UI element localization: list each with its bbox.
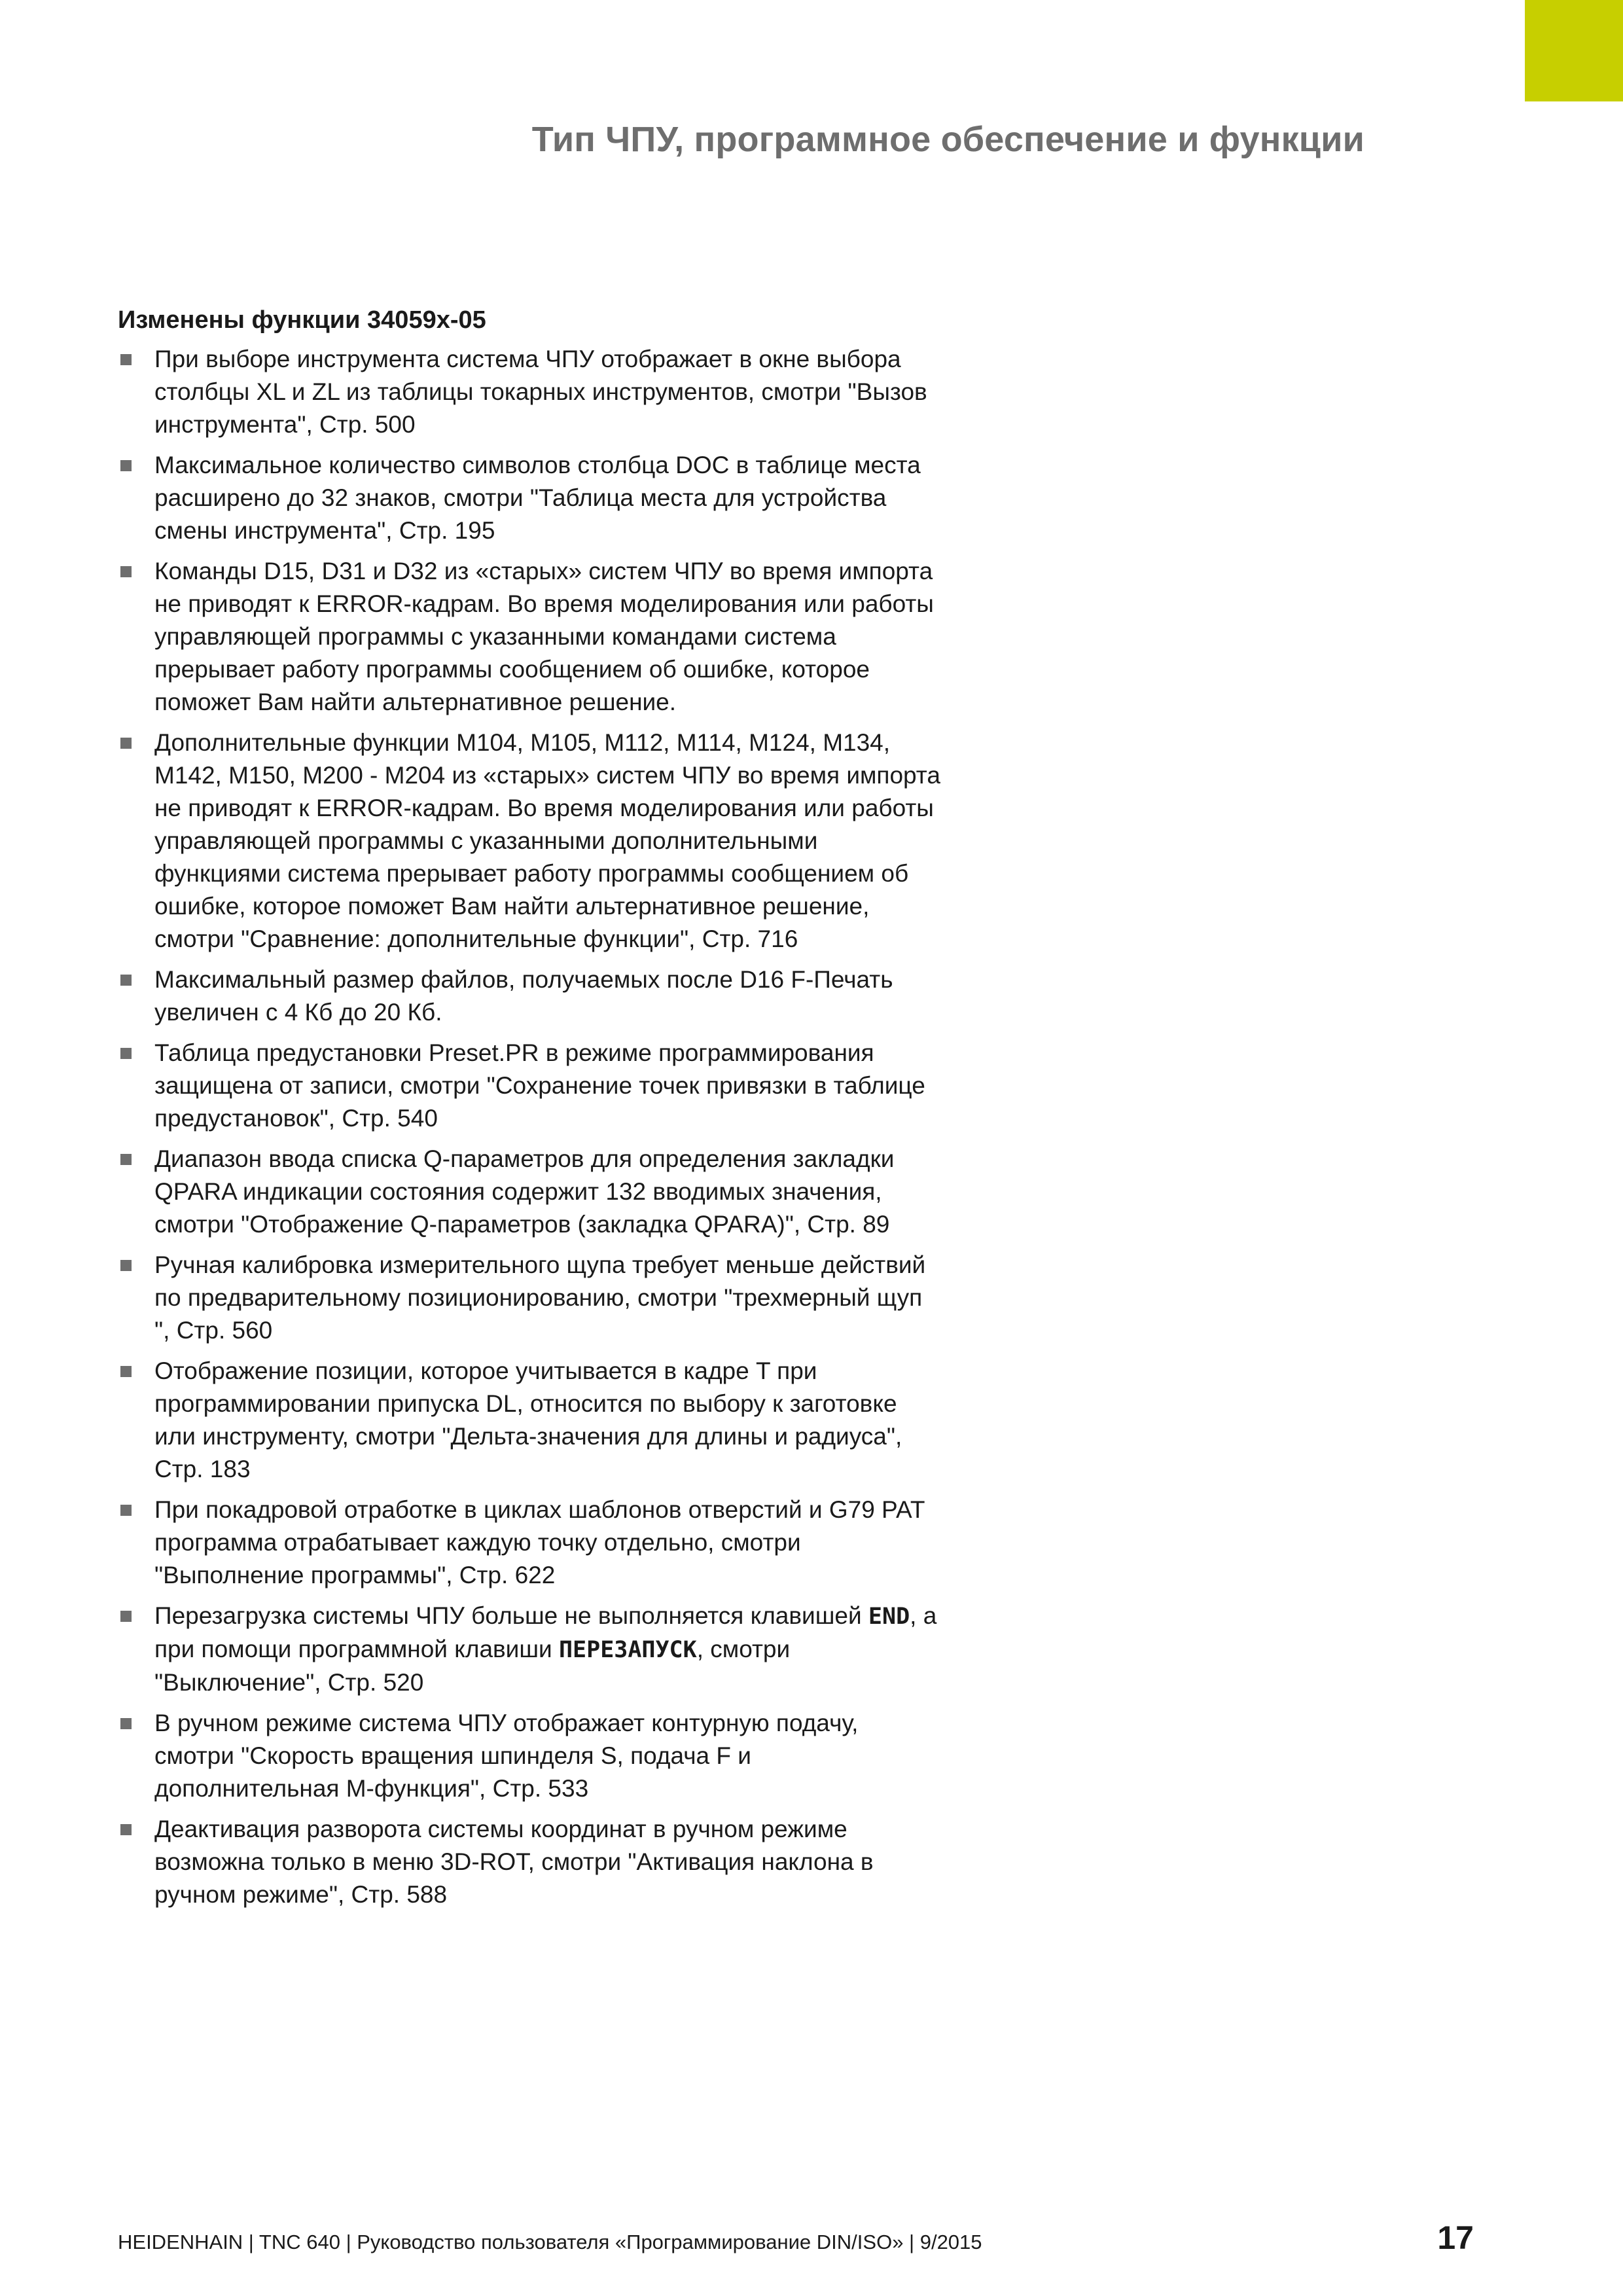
list-item-text: Максимальный размер файлов, получаемых после D16 F-Печать увеличен с 4 Кб до 20 Кб. [154, 966, 893, 1026]
square-bullet-icon [120, 1366, 132, 1377]
list-item [118, 1813, 942, 1911]
list-item [118, 963, 942, 1029]
list-item [118, 1494, 942, 1592]
list-item-text: При покадровой отработке в циклах шаблонов отверстий и G79 PAT программа отрабатывает каждую точку отдельно, смотри "Выполнение программы", Стр. 622 [154, 1496, 925, 1588]
square-bullet-icon [120, 1824, 132, 1835]
page-footer: HEIDENHAIN | TNC 640 | Руководство пользователя «Программирование DIN/ISO» | 9/2015 [118, 2231, 982, 2253]
list-item-text: Дополнительные функции M104, M105, M112, M114, M124, M134, M142, M150, M200 - M204 из «старых» систем ЧПУ во время импорта не приводят к ERROR-кадрам. Во время моделирования или работы управляющей программы с указанными дополнительными функциями система прерывает работу программы сообщением об ошибке, которое поможет Вам найти альтернативное решение, смотри "Сравнение: дополнительные функции", Стр. 716 [154, 729, 940, 952]
list-item [118, 1143, 942, 1241]
end-key-label: END [868, 1604, 910, 1630]
list-item-text: При выборе инструмента система ЧПУ отображает в окне выбора столбцы XL и ZL из таблицы токарных инструментов, смотри "Вызов инструмента", Стр. 500 [154, 346, 927, 438]
list-item [118, 1600, 942, 1699]
list-item-text: Команды D15, D31 и D32 из «старых» систем ЧПУ во время импорта не приводят к ERROR-кадрам. Во время моделирования или работы управляющей программы с указанными командами система прерывает работу программы сообщением об ошибке, которое поможет Вам найти альтернативное решение. [154, 558, 934, 715]
list-item-text: Отображение позиции, которое учитывается в кадре T при программировании припуска DL, относится по выбору к заготовке или инструменту, смотри "Дельта-значения для длины и радиуса", Стр. 183 [154, 1357, 902, 1482]
square-bullet-icon [120, 1718, 132, 1729]
list-item-text-after: , смотри "Выключение", Стр. 520 [154, 1636, 791, 1696]
square-bullet-icon [120, 354, 132, 365]
list-item-text: Максимальное количество символов столбца DOC в таблице места расширено до 32 знаков, смотри "Таблица места для устройства смены инструмента", Стр. 195 [154, 452, 921, 544]
chapter-accent-tab [1525, 0, 1623, 101]
list-item-text: Таблица предустановки Preset.PR в режиме программирования защищена от записи, смотри "Сохранение точек привязки в таблице предустановок", Стр. 540 [154, 1039, 925, 1132]
page-header-title: Тип ЧПУ, программное обеспечение и функции [531, 120, 1364, 159]
square-bullet-icon [120, 1611, 132, 1622]
square-bullet-icon [120, 1505, 132, 1516]
list-item-text: Деактивация разворота системы координат в ручном режиме возможна только в меню 3D-ROT, смотри "Активация наклона в ручном режиме", Стр. 588 [154, 1816, 874, 1908]
square-bullet-icon [120, 1048, 132, 1059]
square-bullet-icon [120, 460, 132, 471]
list-item-text: Диапазон ввода списка Q-параметров для определения закладки QPARA индикации состояния содержит 132 вводимых значения, смотри "Отображение Q-параметров (закладка QPARA)", Стр. 89 [154, 1145, 895, 1238]
section-heading: Изменены функции 34059x-05 [118, 306, 486, 334]
changed-functions-list [118, 343, 942, 1911]
square-bullet-icon [120, 738, 132, 749]
list-item [118, 343, 942, 441]
list-item [118, 1249, 942, 1347]
list-item [118, 555, 942, 719]
square-bullet-icon [120, 975, 132, 986]
list-item [118, 1037, 942, 1135]
list-item-text: Ручная калибровка измерительного щупа требует меньше действий по предварительному позиционированию, смотри "трехмерный щуп ", Стр. 560 [154, 1251, 926, 1344]
main-content [118, 304, 942, 1919]
square-bullet-icon [120, 1154, 132, 1165]
list-item [118, 1707, 942, 1805]
square-bullet-icon [120, 566, 132, 577]
list-item [118, 1355, 942, 1486]
list-item-text-middle: , а при помощи программной клавиши [154, 1602, 937, 1662]
square-bullet-icon [120, 1260, 132, 1271]
page-number: 17 [1437, 2219, 1474, 2256]
restart-softkey-label: ПЕРЕЗАПУСК [558, 1637, 697, 1663]
list-item-text: В ручном режиме система ЧПУ отображает контурную подачу, смотри "Скорость вращения шпинделя S, подача F и дополнительная M-функция", Стр. 533 [154, 1710, 859, 1802]
list-item [118, 726, 942, 956]
list-item-text-before: Перезагрузка системы ЧПУ больше не выполняется клавишей [154, 1602, 868, 1629]
list-item [118, 449, 942, 547]
